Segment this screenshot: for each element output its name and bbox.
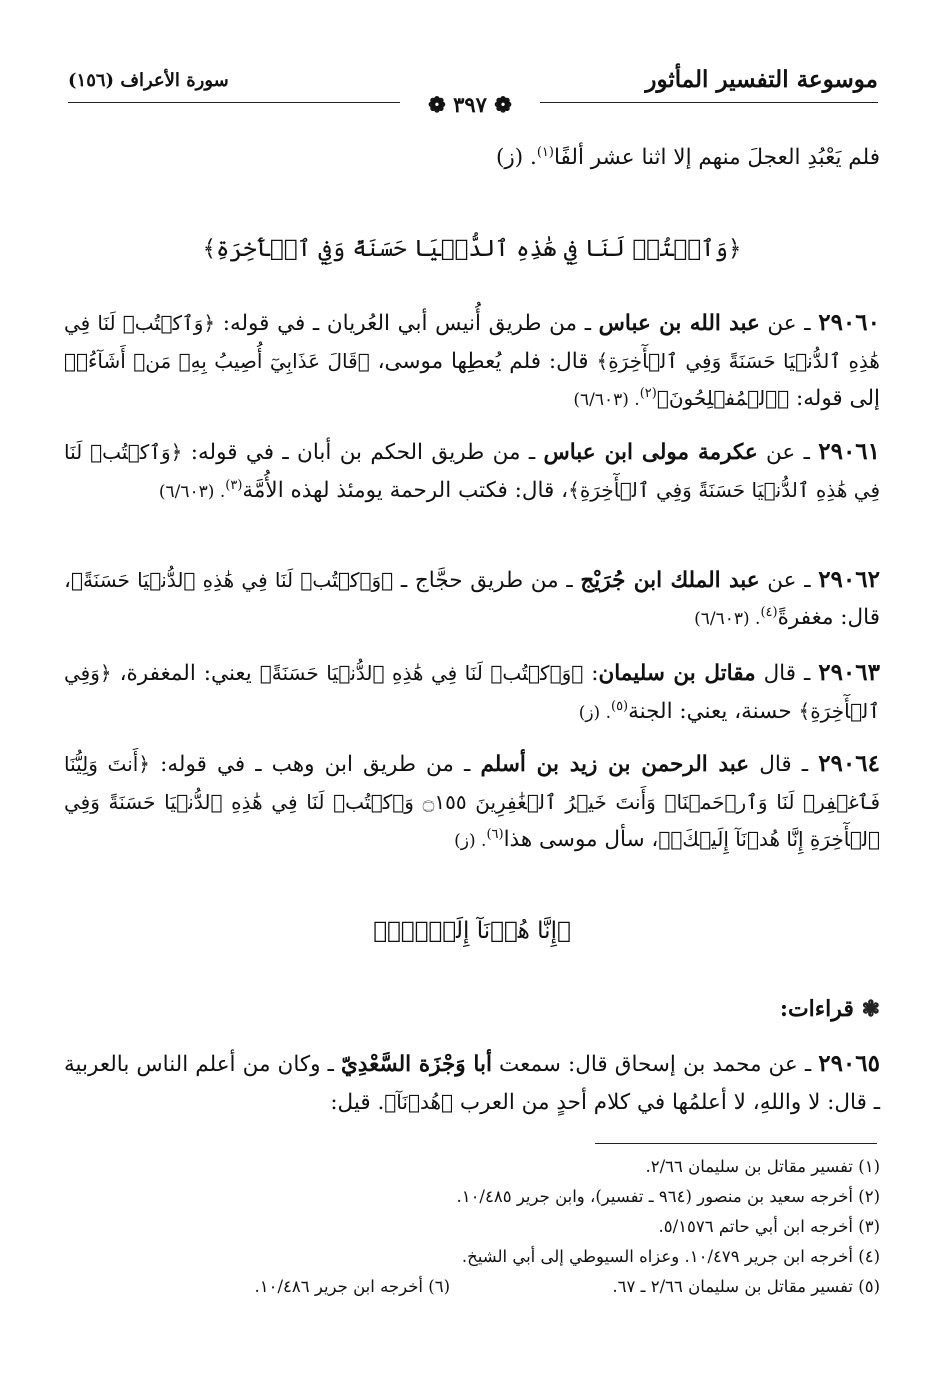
entry-number: ٢٩٠٦٢ bbox=[818, 566, 880, 593]
quran-quote: ﴿وَفِي ٱلۡأٓخِرَةِ﴾ bbox=[64, 661, 880, 723]
footnotes bbox=[120, 1152, 880, 1302]
narrator-name: عبد الملك ابن جُرَيْج bbox=[580, 568, 760, 593]
footnote-rule bbox=[595, 1143, 877, 1144]
entry-text: . قيل: bbox=[330, 1089, 385, 1115]
footnote-ref: (٢) bbox=[639, 385, 657, 401]
footnote-ref: (٦) bbox=[486, 826, 504, 842]
entry-text: ، قال: فكتب الرحمة يومئذ لهذه الأُمَّة bbox=[242, 477, 569, 503]
entry-lead: ـ عن bbox=[757, 440, 819, 465]
footnote: (٢) أخرجه سعيد بن منصور (٩٦٤ ـ تفسير)، وابن جرير ١٠/٤٨٥. bbox=[456, 1187, 880, 1206]
volume-ref: . (٦/٦٠٣) bbox=[694, 608, 761, 629]
entry-text: : bbox=[583, 661, 599, 686]
entry-lead: ـ قال bbox=[755, 661, 819, 686]
quran-quote: ﴿أَنتَ وَلِيُّنَا فَٱغۡفِرۡ لَنَا وَٱرۡحَمۡنَاۖ وَأَنتَ خَيۡرُ ٱلۡغَٰفِرِينَ ۝١٥٥ وَٱكۡتُبۡ لَنَا فِي هَٰذِهِ ٱلدُّنۡيَا حَسَنَةً وَفِي ٱلۡأٓخِرَةِ إِنَّا هُدۡنَآ إِلَيۡكَۚ﴾ bbox=[64, 752, 880, 851]
footnote-ref: (٤) bbox=[760, 604, 778, 620]
pagenum-ornament-icon: ❁ bbox=[486, 92, 512, 117]
entry-number: ٢٩٠٦٣ bbox=[818, 659, 880, 686]
entry-text: يعني: المغفرة، bbox=[111, 661, 260, 686]
entry-text: حسنة، يعني: الجنة bbox=[628, 698, 799, 724]
footnote: (٥) تفسير مقاتل بن سليمان ٢/٦٦ ـ ٦٧. bbox=[612, 1277, 880, 1296]
entry-text: ـ من طريق الحكم بن أبان ـ في قوله: bbox=[182, 440, 544, 465]
entry-number: ٢٩٠٦٠ bbox=[818, 309, 880, 336]
entry-text: ـ من طريق حجَّاج ـ bbox=[393, 568, 581, 593]
quran-quote: ﴿ٱلۡمُفۡلِحُونَ﴾ bbox=[656, 386, 790, 410]
entry-text: ـ وكان من أعلم الناس بالعربية ـ قال: لا واللهِ، لا أعلمُها في كلام أحدٍ من العرب bbox=[64, 1052, 880, 1115]
intro-tail: . (ز) bbox=[496, 145, 537, 170]
volume-ref: . (ز) bbox=[454, 831, 487, 851]
page-number bbox=[400, 92, 540, 116]
footnote-ref: (٥) bbox=[610, 698, 629, 714]
entry-text: ـ عن محمد بن إسحاق قال: سمعت bbox=[491, 1052, 819, 1077]
entry-text: قال: فلم يُعطِها موسى، bbox=[369, 348, 597, 374]
section-title bbox=[64, 996, 880, 1022]
narrator-name: عبد الله بن عباس bbox=[598, 311, 760, 336]
pagenum-ornament-icon: ❁ bbox=[428, 92, 454, 117]
quran-quote: ﴿وَٱكۡتُبۡ لَنَا فِي هَٰذِهِ ٱلدُّنۡيَا حَسَنَةً وَفِي ٱلۡأٓخِرَةِ﴾ bbox=[64, 440, 880, 502]
verse-heading: ﴿إِنَّا هُدۡنَآ إِلَيۡكَۚ﴾ bbox=[373, 918, 571, 944]
quran-quote: ﴿هُدۡنَآ﴾ bbox=[384, 1089, 453, 1114]
intro-paragraph bbox=[64, 140, 880, 177]
footnote-ref: (٣) bbox=[225, 477, 243, 493]
footnote-ref: (١) bbox=[536, 144, 554, 160]
entry-29060 bbox=[64, 305, 880, 419]
volume-ref: . (ز) bbox=[578, 702, 611, 723]
intro-text: فلم يَعْبُدِ العجلَ منهم إلا اثنا عشر ألفًا bbox=[553, 145, 880, 170]
narrator-name: عبد الرحمن بن زيد بن أسلم bbox=[480, 752, 750, 777]
entry-lead: ـ عن bbox=[759, 568, 819, 593]
volume-ref: . (٦/٦٠٣) bbox=[158, 481, 226, 502]
entry-text: ـ من طريق أُنيس أبي العُريان ـ في قوله: bbox=[215, 311, 599, 336]
quran-quote: ﴿وَٱكۡتُبۡ لَنَا فِي هَٰذِهِ ٱلدُّنۡيَا حَسَنَةً﴾ bbox=[70, 568, 394, 592]
footnote: (٣) أخرجه ابن أبي حاتم ٥/١٥٧٦. bbox=[658, 1217, 880, 1236]
entry-29061 bbox=[64, 434, 880, 510]
volume-ref: . (٦/٦٠٣) bbox=[573, 390, 640, 410]
narrator-name: مقاتل بن سليمان bbox=[598, 661, 756, 686]
quran-quote: ﴿قَالَ عَذَابِيٓ أُصِيبُ بِهِۦ مَنۡ أَشَآءُۖ﴾ bbox=[64, 348, 370, 373]
flower-ornament-icon: ❃ bbox=[853, 996, 880, 1022]
entry-text: ، قال: مغفرةً bbox=[64, 568, 880, 630]
entry-number: ٢٩٠٦٥ bbox=[818, 1050, 880, 1077]
entry-text: ـ من طريق ابن وهب ـ في قوله: bbox=[150, 752, 481, 777]
narrator-name: أبا وَجْزَة السَّعْدِيّ bbox=[340, 1052, 492, 1077]
quran-quote: ﴿وَٱكۡتُبۡ لَنَا فِي هَٰذِهِ ٱلدُّنۡيَا حَسَنَةً وَفِي ٱلۡأٓخِرَةِ﴾ bbox=[64, 311, 880, 373]
book-title: موسوعة التفسير المأثور bbox=[645, 66, 878, 93]
narrator-name: عكرمة مولى ابن عباس bbox=[543, 440, 758, 465]
entry-29065 bbox=[64, 1046, 880, 1121]
entry-29063 bbox=[64, 655, 880, 731]
entry-number: ٢٩٠٦٤ bbox=[818, 750, 880, 777]
entry-text: إلى قوله: bbox=[789, 386, 880, 411]
surah-label: سورة الأعراف (١٥٦) bbox=[68, 70, 229, 91]
verse-heading: ﴿وَٱكۡتُبۡ لَنَا فِي هَٰذِهِ ٱلدُّنۡيَا حَسَنَةً وَفِي ٱلۡأٓخِرَةِ﴾ bbox=[202, 236, 742, 262]
entry-text: ، سأل موسى هذا bbox=[503, 827, 659, 852]
entry-lead: ـ عن bbox=[759, 311, 819, 336]
quran-quote: ﴿وَٱكۡتُبۡ لَنَا فِي هَٰذِهِ ٱلدُّنۡيَا حَسَنَةً﴾ bbox=[259, 661, 584, 685]
entry-29064 bbox=[64, 746, 880, 860]
footnote: (٤) أخرجه ابن جرير ١٠/٤٧٩. وعزاه السيوطي إلى أبي الشيخ. bbox=[461, 1247, 880, 1266]
page-number-text: ٣٩٧ bbox=[453, 92, 487, 117]
entry-29062 bbox=[64, 562, 880, 637]
section-title-text: قراءات: bbox=[779, 996, 854, 1022]
footnote: (١) تفسير مقاتل بن سليمان ٢/٦٦. bbox=[645, 1157, 880, 1176]
entry-number: ٢٩٠٦١ bbox=[818, 438, 881, 465]
footnote: (٦) أخرجه ابن جرير ١٠/٤٨٦. bbox=[254, 1277, 450, 1296]
footnote-pair bbox=[120, 1272, 880, 1302]
entry-lead: ـ قال bbox=[749, 752, 819, 777]
